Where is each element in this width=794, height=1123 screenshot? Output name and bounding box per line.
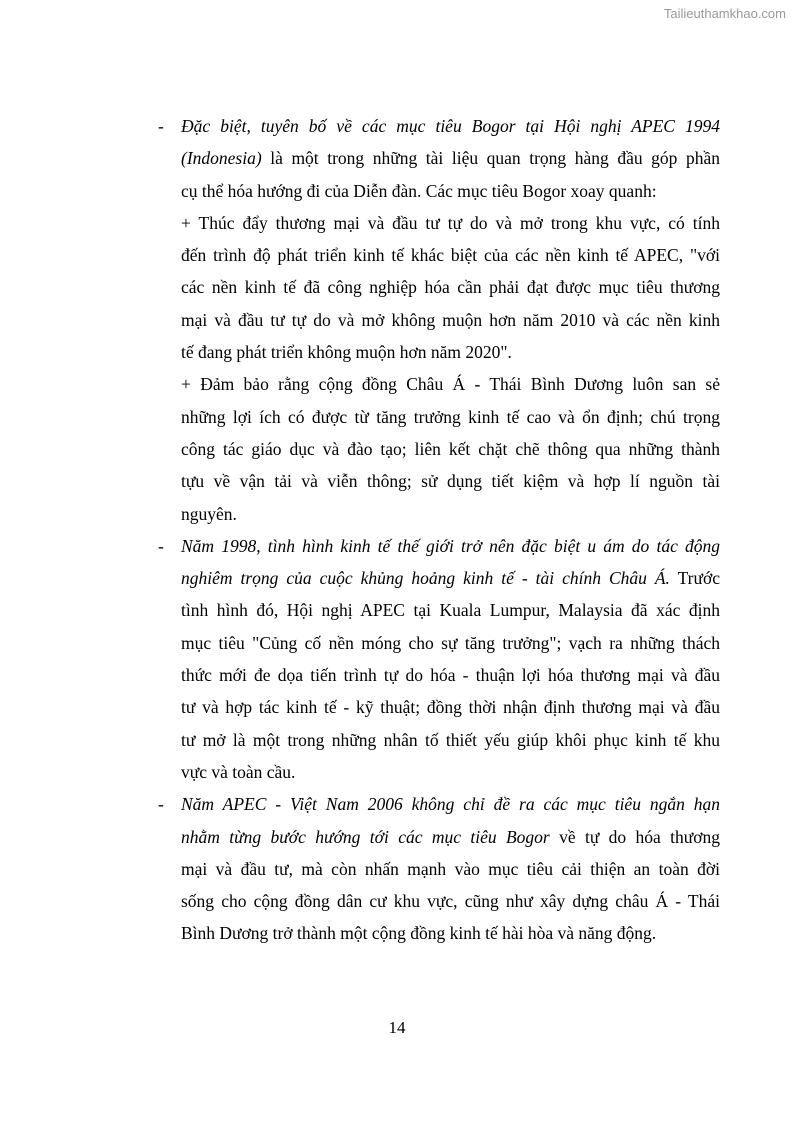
bullet-dash: - [158,794,164,815]
text-line: tư mở là một trong những nhân tố thiết yếu giúp khôi phục kinh tế khu [181,729,720,750]
bullet-item-bogor [150,110,720,530]
text-line: đến trình độ phát triển kinh tế khác biệt của các nền kinh tế APEC, "với [181,245,720,266]
text-line: công tác giáo dục và đào tạo; liên kết chặt chẽ thông qua những thành [181,438,720,459]
bullet-item-apec-2006 [150,788,720,949]
paragraph-2006 [181,788,720,949]
text-line: + Đảm bảo rằng cộng đồng Châu Á - Thái Bình Dương luôn san sẻ [181,374,720,395]
watermark: Tailieuthamkhao.com [663,6,786,21]
text-line: mại và đầu tư tự do và mở không muộn hơn năm 2010 và các nền kinh [181,309,720,330]
text-line: sống cho cộng đồng dân cư khu vực, cũng như xây dựng châu Á - Thái [181,891,720,912]
text-line: tế đang phát triển không muộn hơn năm 2020". [181,342,512,363]
text-line: Bình Dương trở thành một cộng đồng kinh tế hài hòa và năng động. [181,923,657,944]
text-line: Đặc biệt, tuyên bố về các mục tiêu Bogor tại Hội nghị APEC 1994 [181,116,720,136]
sub-point-trade-investment [181,207,720,368]
text-line: (Indonesia) là một trong những tài liệu quan trọng hàng đầu góp phần [181,148,720,169]
page-number: 14 [388,1018,406,1037]
paragraph-bogor-intro [181,110,720,207]
text-line: mại và đầu tư, mà còn nhấn mạnh vào mục tiêu cải thiện an toàn đời [181,858,720,879]
text-line: những lợi ích có được từ tăng trưởng kinh tế cao và ổn định; chú trọng [181,406,720,427]
sub-point-shared-benefits [181,368,720,529]
text-line: nguyên. [181,503,237,524]
bullet-dash: - [158,535,164,556]
text-line: + Thúc đẩy thương mại và đầu tư tự do và mở trong khu vực, có tính [181,212,720,233]
text-line: tình hình đó, Hội nghị APEC tại Kuala Lumpur, Malaysia đã xác định [181,600,720,621]
text-line: mục tiêu "Củng cố nền móng cho sự tăng trưởng"; vạch ra những thách [181,632,720,653]
text-line: nghiêm trọng của cuộc khủng hoảng kinh tế - tài chính Châu Á. Trước [181,568,721,589]
paragraph-1998 [181,530,720,788]
text-line: tư và hợp tác kinh tế - kỹ thuật; đồng thời nhận định thương mại và đầu [181,697,720,718]
text-line: cụ thể hóa hướng đi của Diễn đàn. Các mục tiêu Bogor xoay quanh: [181,180,657,201]
bullet-item-1998-crisis [150,530,720,788]
text-line: nhằm từng bước hướng tới các mục tiêu Bogor về tự do hóa thương [181,826,721,847]
text-line: thức mới đe dọa tiến trình tự do hóa - thuận lợi hóa thương mại và đầu [181,665,720,686]
text-line: Năm 1998, tình hình kinh tế thế giới trở nên đặc biệt u ám do tác động [181,535,720,556]
text-line: các nền kinh tế đã công nghiệp hóa cần phải đạt được mục tiêu thương [181,277,720,298]
text-line: tựu về vận tải và viễn thông; sử dụng tiết kiệm và hợp lí nguồn tài [181,471,720,492]
text-line: vực và toàn cầu. [181,761,296,782]
document-body [150,110,720,950]
text-line: Năm APEC - Việt Nam 2006 không chỉ đề ra các mục tiêu ngắn hạn [181,794,720,815]
bullet-dash: - [158,116,164,136]
